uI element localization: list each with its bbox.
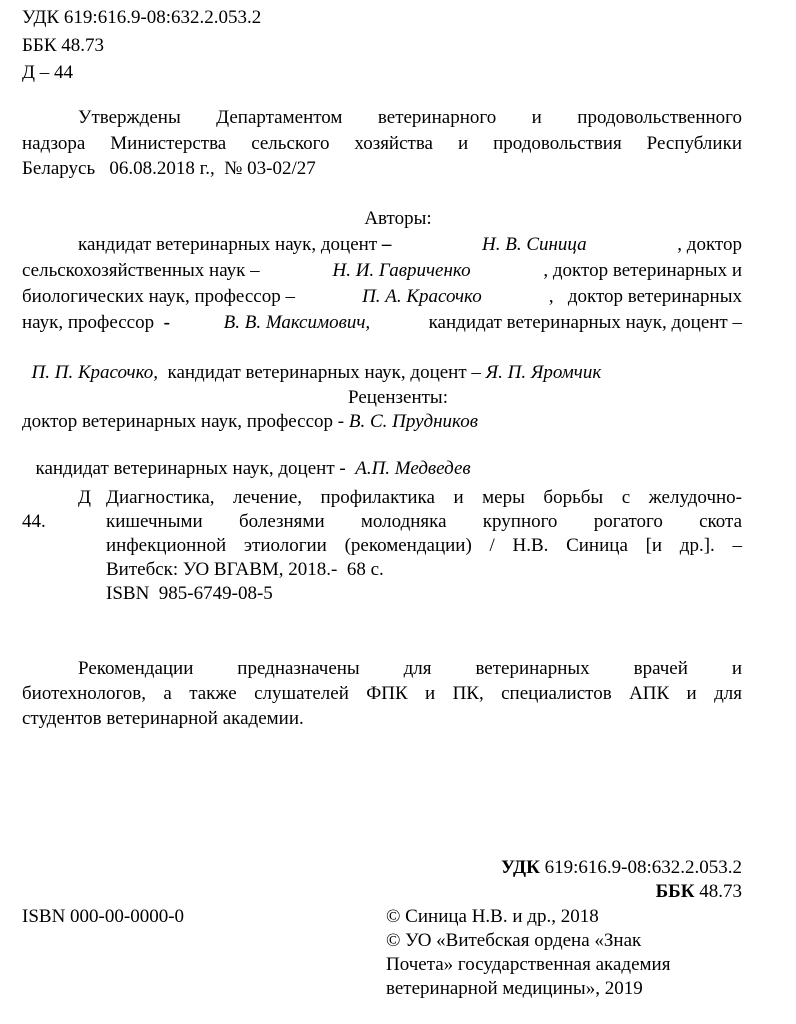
- reviewer-2-name: А.П. Медведев: [355, 458, 471, 479]
- approval-line-1: Утверждены Департаментом ветеринарного и продовольственного: [78, 107, 742, 128]
- author-4-degree: наук, профессор -: [22, 312, 175, 333]
- author-3-tail: , доктор ветеринарных: [548, 286, 742, 307]
- footer-udk-label: УДК: [500, 857, 540, 878]
- reviewer-2-degree: кандидат ветеринарных наук, доцент -: [35, 458, 356, 479]
- biblio-line-1: Диагностика, лечение, профилактика и меры борьбы с желудочно-: [106, 487, 742, 508]
- author-1-tail: , доктор: [677, 234, 742, 255]
- reviewer-1: [22, 410, 478, 434]
- bbk-code: ББК 48.73: [22, 35, 104, 56]
- copyright-academy-1: © УО «Витебская ордена «Знак: [386, 930, 642, 951]
- biblio-line-4: Витебск: УО ВГАВМ, 2018.- 68 с.: [106, 559, 384, 580]
- author-1-degree: кандидат ветеринарных наук, доцент –: [78, 234, 392, 255]
- reviewer-1-name: В. С. Прудников: [348, 411, 478, 432]
- reviewer-1-degree: доктор ветеринарных наук, профессор -: [22, 411, 349, 432]
- biblio-line-2: кишечными болезнями молодняка крупного рогатого скота: [106, 511, 742, 532]
- authors-line-2: [22, 259, 742, 283]
- purpose-line-3: студентов ветеринарной академии.: [22, 708, 304, 729]
- approval-line-2: надзора Министерства сельского хозяйства и продовольствия Республики: [22, 133, 742, 154]
- purpose-line-1: Рекомендации предназначены для ветеринарных врачей и: [78, 658, 742, 679]
- author-6-degree: кандидат ветеринарных наук, доцент –: [158, 362, 486, 383]
- copyright-academy-2: Почета» государственная академия: [386, 954, 671, 975]
- footer-bbk-value: 48.73: [694, 881, 742, 902]
- copyright-academy-3: ветеринарной медицины», 2019: [386, 978, 643, 999]
- reviewers-heading: Рецензенты:: [348, 387, 448, 408]
- biblio-line-3: инфекционной этиологии (рекомендации) / Н.В. Синица [и др.]. –: [106, 535, 742, 556]
- author-sign: Д – 44: [22, 62, 73, 83]
- approval-line-3: Беларусь 06.08.2018 г., № 03-02/27: [22, 158, 316, 179]
- author-5-name: П. П. Красочко,: [31, 362, 159, 383]
- authors-line-5: [22, 337, 602, 383]
- footer-bbk-label: ББК: [655, 881, 695, 902]
- author-6-name: Я. П. Яромчик: [485, 362, 602, 383]
- reviewer-2: [26, 433, 471, 479]
- footer-isbn: ISBN 000-00-0000-0: [22, 906, 185, 927]
- author-1-name: Н. В. Синица: [482, 234, 587, 255]
- authors-line-3: [22, 285, 742, 309]
- biblio-letter: Д: [78, 487, 91, 508]
- author-4-name: В. В. Максимович,: [223, 312, 371, 333]
- footer-udk-value: 619:616.9-08:632.2.053.2: [539, 857, 742, 878]
- authors-line-1: [78, 233, 742, 257]
- footer-bbk: [656, 880, 742, 904]
- biblio-isbn: ISBN 985-6749-08-5: [106, 583, 273, 604]
- footer-udk: [501, 856, 742, 880]
- author-3-degree: биологических наук, профессор –: [22, 286, 295, 307]
- author-2-degree: сельскохозяйственных наук –: [22, 260, 260, 281]
- author-2-name: Н. И. Гавриченко: [332, 260, 471, 281]
- author-2-tail: , доктор ветеринарных и: [543, 260, 742, 281]
- author-4-tail: кандидат ветеринарных наук, доцент –: [419, 312, 742, 333]
- udk-code: УДК 619:616.9-08:632.2.053.2: [22, 7, 262, 28]
- purpose-line-2: биотехнологов, а также слушателей ФПК и ПК, специалистов АПК и для: [22, 683, 742, 704]
- authors-heading: Авторы:: [364, 208, 432, 229]
- biblio-number: 44.: [22, 511, 46, 532]
- authors-line-4: [22, 311, 742, 335]
- author-3-name: П. А. Красочко: [362, 286, 482, 307]
- copyright-authors: © Синица Н.В. и др., 2018: [386, 906, 599, 927]
